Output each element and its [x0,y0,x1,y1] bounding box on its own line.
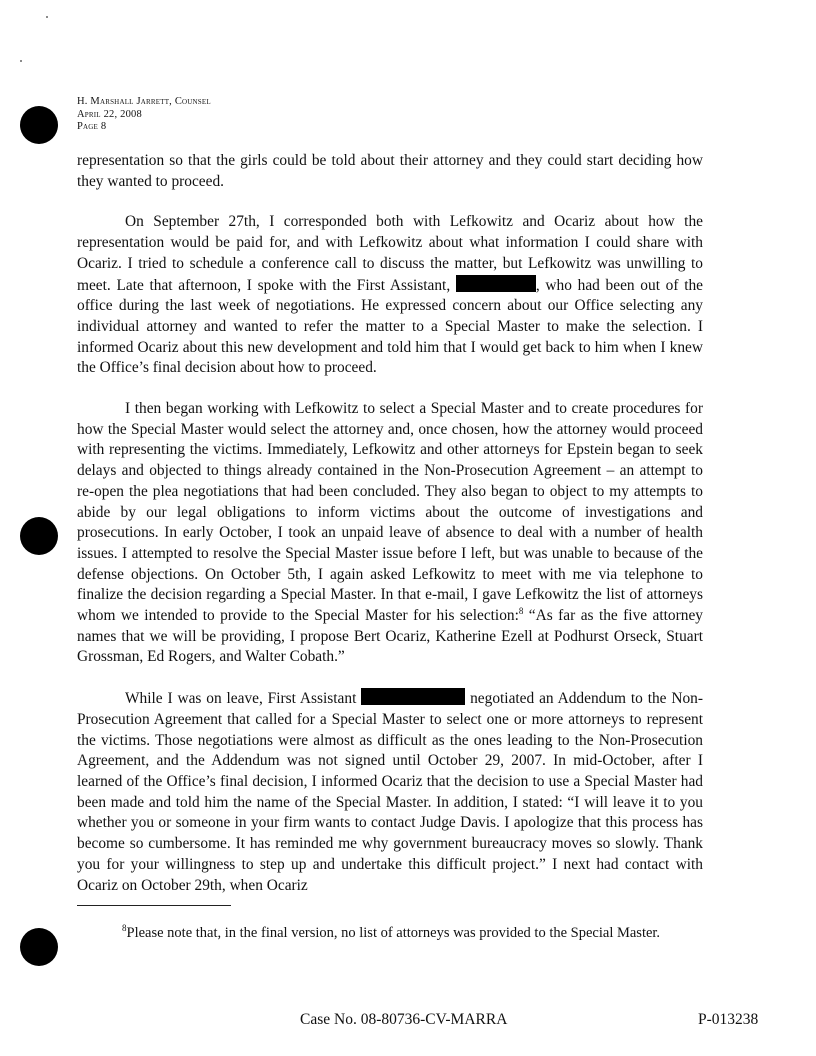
paragraph-september-27 [77,212,703,379]
paragraph-special-master [77,399,703,668]
case-number: Case No. 08-80736-CV-MARRA [300,1011,508,1028]
paragraph-text: On September 27th, I corresponded both with Lefkowitz and Ocariz about how the representation would be paid for, and with Lefkowitz about what information I could share with Ocariz. I tried to schedule a conference call to discuss the matter, but Lefkowitz was unwilling to meet. Late that afternoon, I spoke with the First Assistant, [77,213,703,294]
footnote [77,924,677,943]
scan-speck [20,60,22,62]
scan-speck [46,16,48,18]
paragraph-text: negotiated an Addendum to the Non-Prosecution Agreement that called for a Special Master to select one or more attorneys to represent the victims. Those negotiations were almost as difficult as the ones leading to the Non-Prosecution Agreement, and the Addendum was not signed until October 29, 2007. In mid-October, after I learned of the Office’s final decision, I informed Ocariz that the decision to use a Special Master had been made and told him the name of the Special Master. In addition, I stated: “I will leave it to you whether you or someone in your firm wants to contact Judge Davis. I apologize that this process has become so cumbersome. It has reminded me why government bureaucracy moves so slowly. Thank you for your willingness to step up and undertake this difficult project.” I next had contact with Ocariz on October 29th, when Ocariz [77,690,703,894]
footnote-reference: 8 [518,605,524,616]
punch-hole-top [20,106,58,144]
punch-hole-bottom [20,928,58,966]
paragraph-text: “As far as the five attorney names that we will be providing, I propose Bert Ocariz, Katherine Ezell at Podhurst Orseck, Stuart Grossman, Ed Rogers, and Walter Cobath.” [77,607,703,666]
header-recipient: H. Marshall Jarrett, Counsel [77,96,211,107]
paragraph-continuation: representation so that the girls could be told about their attorney and they could start deciding how they wanted to proceed. [77,152,703,190]
paragraph-text: While I was on leave, First Assistant [125,690,362,708]
paragraph-text: I then began working with Lefkowitz to select a Special Master and to create procedures for how the Special Master would select the attorney and, once chosen, how the attorney would proceed with representing the victims. Immediately, Lefkowitz and other attorneys for Epstein began to seek delays and objected to things already contained in the Non-Prosecution Agreement – an attempt to re-open the plea negotiations that had been concluded. They also began to object to my attempts to abide by our legal obligations to inform victims about the outcome of investigations and prosecutions. In early October, I took an unpaid leave of absence to deal with a number of health issues. I attempted to resolve the Special Master issue before I left, but was unable to because of the defense objections. On October 5th, I again asked Lefkowitz to meet with me via telephone to finalize the decision regarding a Special Master. In that e-mail, I gave Lefkowitz the list of attorneys whom we intended to provide to the Special Master for his selection: [77,400,703,625]
footnote-text: Please note that, in the final version, no list of attorneys was provided to the Special Master. [126,925,661,941]
footnote-marker: 8 [122,923,127,934]
letter-body [77,151,703,916]
bates-number: P-013238 [698,1011,759,1028]
paragraph-text: , who had been out of the office during the last week of negotiations. He expressed concern about our Office selecting any individual attorney and wanted to refer the matter to a Special Master to make the selection. I informed Ocariz about this new development and told him that I would get back to him when I knew the Office’s final decision about how to proceed. [77,276,703,377]
paragraph-addendum [77,688,703,896]
punch-hole-middle [20,517,58,555]
redaction-box [456,275,536,292]
redaction-box [361,688,465,705]
footnote-divider [77,905,231,906]
header-date: April 22, 2008 [77,108,142,120]
letter-header [77,96,211,134]
header-page-number: Page 8 [77,121,107,132]
